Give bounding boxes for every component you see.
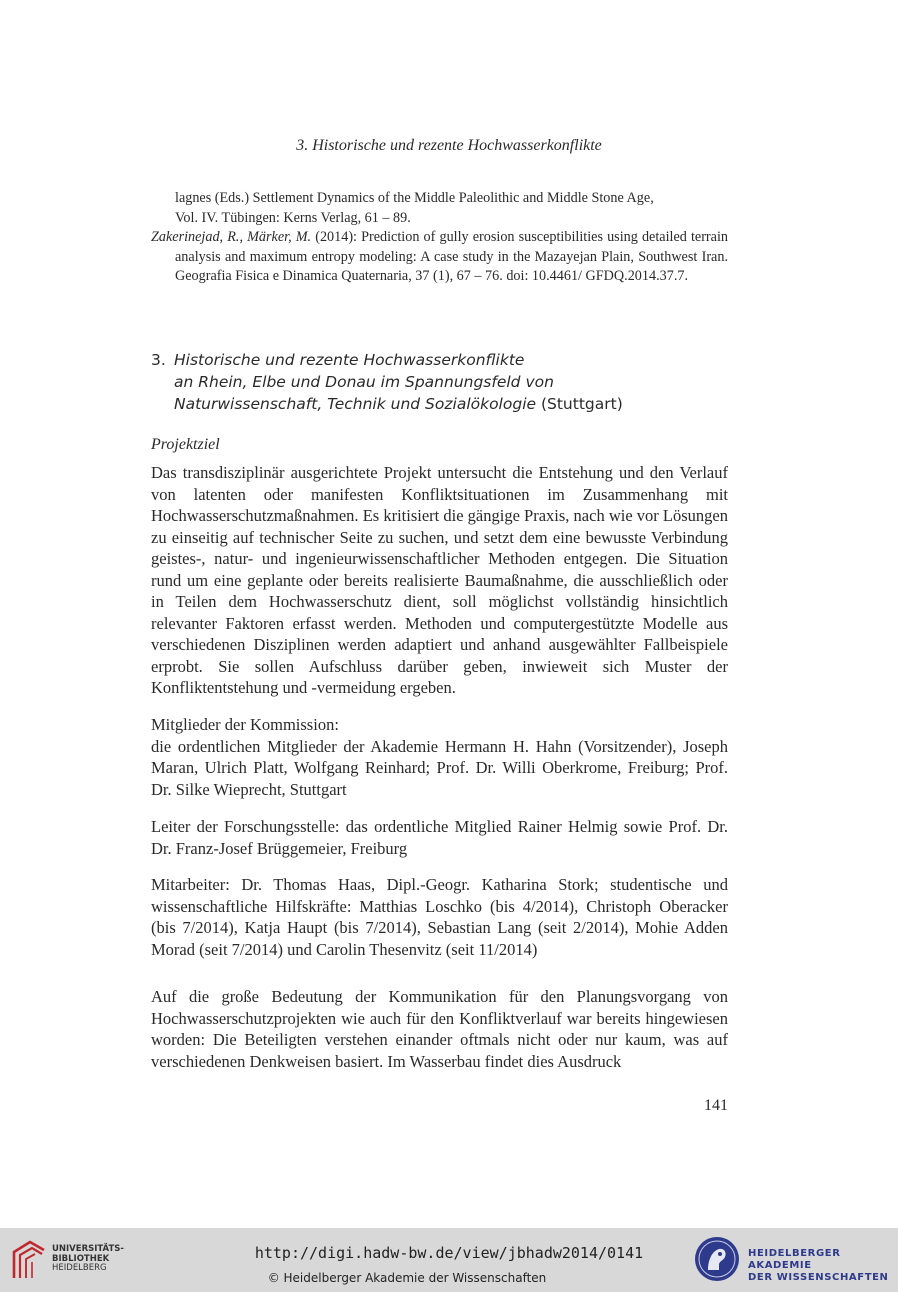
source-url-link[interactable]: http://digi.hadw-bw.de/view/jbhadw2014/0141 [254,1244,644,1262]
subheading-block [151,436,728,454]
leader-paragraph: Leiter der Forschungsstelle: das ordentliche Mitglied Rainer Helmig sowie Prof. Dr. Dr. Franz-Josef Brüggemeier, Freiburg [151,817,728,858]
library-name-line: HEIDELBERG [52,1263,107,1273]
bibliography-text: (2014): Prediction of gully erosion susceptibilities using detailed terrain analysis and maximum entropy modeling: A case study in the Mazayejan Plain, Southwest Iran. Geografia Fisica e Dinamica Quaternaria, 37 (1), 67 – 76. doi: 10.4461/ GFDQ.2014.37.7. [175,229,728,284]
section-title-line: an Rhein, Elbe und Donau im Spannungsfeld von [174,373,554,391]
section-heading [151,349,728,415]
bibliography-line: Vol. IV. Tübingen: Kerns Verlag, 61 – 89. [175,209,411,226]
academy-name-line: HEIDELBERGER AKADEMIE [748,1248,841,1271]
academy-name-line: DER WISSENSCHAFTEN [748,1272,889,1283]
members-block [151,714,728,800]
members-label: Mitglieder der Kommission: [151,715,339,734]
library-name-line: UNIVERSITÄTS- [52,1244,124,1254]
staff-paragraph: Mitarbeiter: Dr. Thomas Haas, Dipl.-Geogr. Katharina Stork; studentische und wissenschaftliche Hilfskräfte: Matthias Loschko (bis 4/2014), Christoph Oberacker (bis 7/2014), Katja Haupt (bis 7/2014), Sebastian Lang (seit 2/2014), Mohie Adden Morad (seit 7/2014) und Carolin Thesenvitz (seit 11/2014) [151,875,728,959]
bibliography [151,189,728,287]
page-number: 141 [704,1097,728,1114]
closing-block [151,986,728,1072]
academy-seal-icon [694,1236,740,1282]
academy-name [748,1248,898,1284]
copyright-notice: © Heidelberger Akademie der Wissenschaften [267,1271,547,1285]
goal-paragraph-block [151,462,728,699]
leader-block [151,816,728,859]
closing-paragraph: Auf die große Bedeutung der Kommunikation für den Planungsvorgang von Hochwasserschutzprojekten wie auch für den Konfliktverlauf war bereits hingewiesen worden: Die Beteiligten verstehen einander oftmals nicht oder nur kaum, was auf verschiedenen Denkweisen basiert. Im Wasserbau findet dies Ausdruck [151,987,728,1071]
footer-bar [0,1228,898,1292]
subheading: Projektziel [151,436,220,453]
bibliography-entry [151,228,728,287]
section-number: 3. [151,351,166,369]
bibliography-line: lagnes (Eds.) Settlement Dynamics of the Middle Paleolithic and Middle Stone Age, [175,190,654,206]
goal-paragraph: Das transdisziplinär ausgerichtete Projekt untersucht die Entstehung und den Verlauf von latenten oder manifesten Konfliktsituationen im Zusammenhang mit Hochwasserschutzmaßnahmen. Es kritisiert die gängige Praxis, nach wie vor Lösungen zu einseitig auf technischer Seite zu suchen, und setzt dem eine bewusste Verbindung geistes-, natur- und ingenieurwissenschaftlicher Methoden entgegen. Die Situation rund um eine geplante oder bereits realisierte Baumaßnahme, die ausschließlich oder in Teilen dem Hochwasserschutz dient, soll möglichst vollständig hinsichtlich relevanter Faktoren erfasst werden. Methoden und computergestützte Modelle aus verschiedenen Disziplinen werden adaptiert und anhand ausgewählter Fallbeispiele erprobt. Sie sollen Aufschluss darüber geben, inwieweit sich Muster der Konfliktentstehung und -vermeidung ergeben. [151,463,728,697]
staff-block [151,874,728,960]
section-title-line: Historische und rezente Hochwasserkonflikte [174,351,525,369]
library-name-line: BIBLIOTHEK [52,1253,110,1264]
members-paragraph: die ordentlichen Mitglieder der Akademie Hermann H. Hahn (Vorsitzender), Joseph Maran, Ulrich Platt, Wolfgang Reinhard; Prof. Dr. Willi Oberkrome, Freiburg; Prof. Dr. Silke Wieprecht, Stuttgart [151,736,728,799]
running-head: 3. Historische und rezente Hochwasserkonflikte [296,137,602,154]
bibliography-authors: Zakerinejad, R., Märker, M. [151,229,312,245]
section-location: (Stuttgart) [536,395,623,413]
section-title-line: Naturwissenschaft, Technik und Sozialökologie [174,395,537,413]
bibliography-continuation [151,189,728,228]
